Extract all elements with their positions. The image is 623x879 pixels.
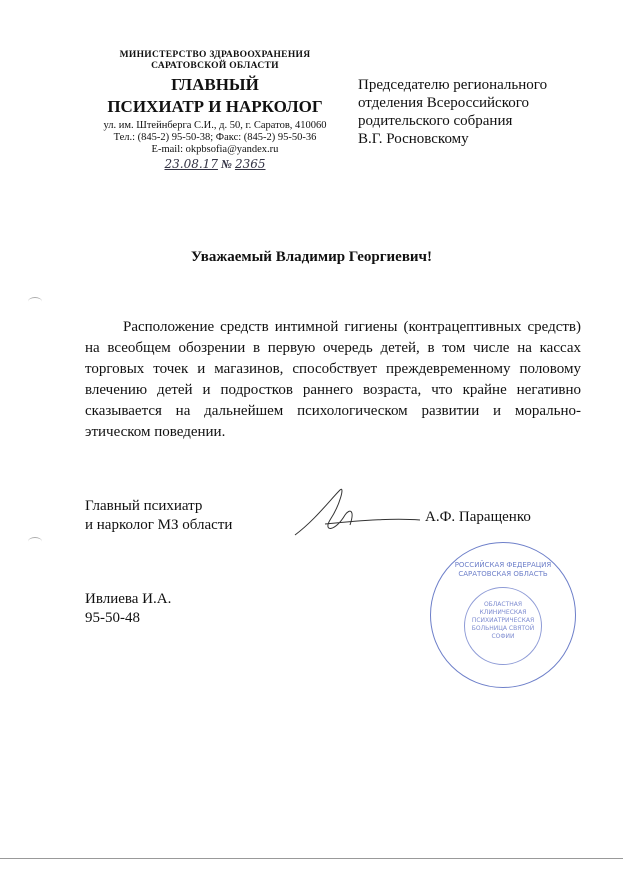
signatory-name: А.Ф. Паращенко	[425, 509, 531, 525]
email: E-mail: okpbsofia@yandex.ru	[151, 144, 279, 155]
scan-mark	[28, 297, 42, 306]
position-line: Главный психиатр	[85, 498, 203, 514]
recipient-line: Председателю регионального	[358, 77, 548, 93]
scan-edge	[0, 858, 623, 859]
ministry-line: САРАТОВСКОЙ ОБЛАСТИ	[151, 61, 279, 71]
signatory-position	[85, 497, 232, 535]
letterhead	[95, 50, 335, 172]
phones: Тел.: (845-2) 95-50-38; Факс: (845-2) 95-50-36	[113, 132, 317, 143]
recipient	[358, 76, 547, 148]
number-label: №	[220, 157, 232, 171]
greeting: Уважаемый Владимир Георгиевич!	[190, 249, 433, 265]
recipient-line: родительского собрания	[358, 113, 513, 129]
position-line: и нарколог МЗ области	[85, 517, 233, 533]
recipient-name: В.Г. Росновскому	[358, 131, 469, 147]
recipient-line: отделения Всероссийского	[358, 95, 530, 111]
stamp-inner-text: ОБЛАСТНАЯ КЛИНИЧЕСКАЯ ПСИХИАТРИЧЕСКАЯ БОЛЬНИЦА СВЯТОЙ СОФИИ	[471, 601, 535, 640]
scan-mark	[28, 537, 42, 546]
letterhead-title: ПСИХИАТР И НАРКОЛОГ	[107, 97, 323, 116]
body-paragraph: Расположение средств интимной гигиены (контрацептивных средств) на всеобщем обозрении в первую очередь детей, в том числе на кассах торговых точек и магазинов, способствует преждевременному половому влечению детей и подростков раннего возраста, что крайне негативно сказывается на дальнейшем психологическом развитии и морально-этическом поведении.	[85, 319, 581, 440]
handwritten-signature	[285, 480, 425, 550]
letter-number: 2365	[234, 157, 266, 171]
official-stamp	[430, 542, 576, 688]
ministry-line: МИНИСТЕРСТВО ЗДРАВООХРАНЕНИЯ	[119, 50, 311, 60]
executor-name: Ивлиева И.А.	[85, 591, 172, 607]
stamp-outer-text: РОССИЙСКАЯ ФЕДЕРАЦИЯ САРАТОВСКАЯ ОБЛАСТЬ	[454, 561, 552, 578]
executor-phone: 95-50-48	[85, 610, 140, 626]
registration-number	[95, 157, 335, 172]
letter-date: 23.08.17	[164, 157, 218, 171]
letterhead-title: ГЛАВНЫЙ	[171, 75, 259, 94]
address: ул. им. Штейнберга С.И., д. 50, г. Саратов, 410060	[103, 120, 327, 131]
executor	[85, 590, 171, 628]
